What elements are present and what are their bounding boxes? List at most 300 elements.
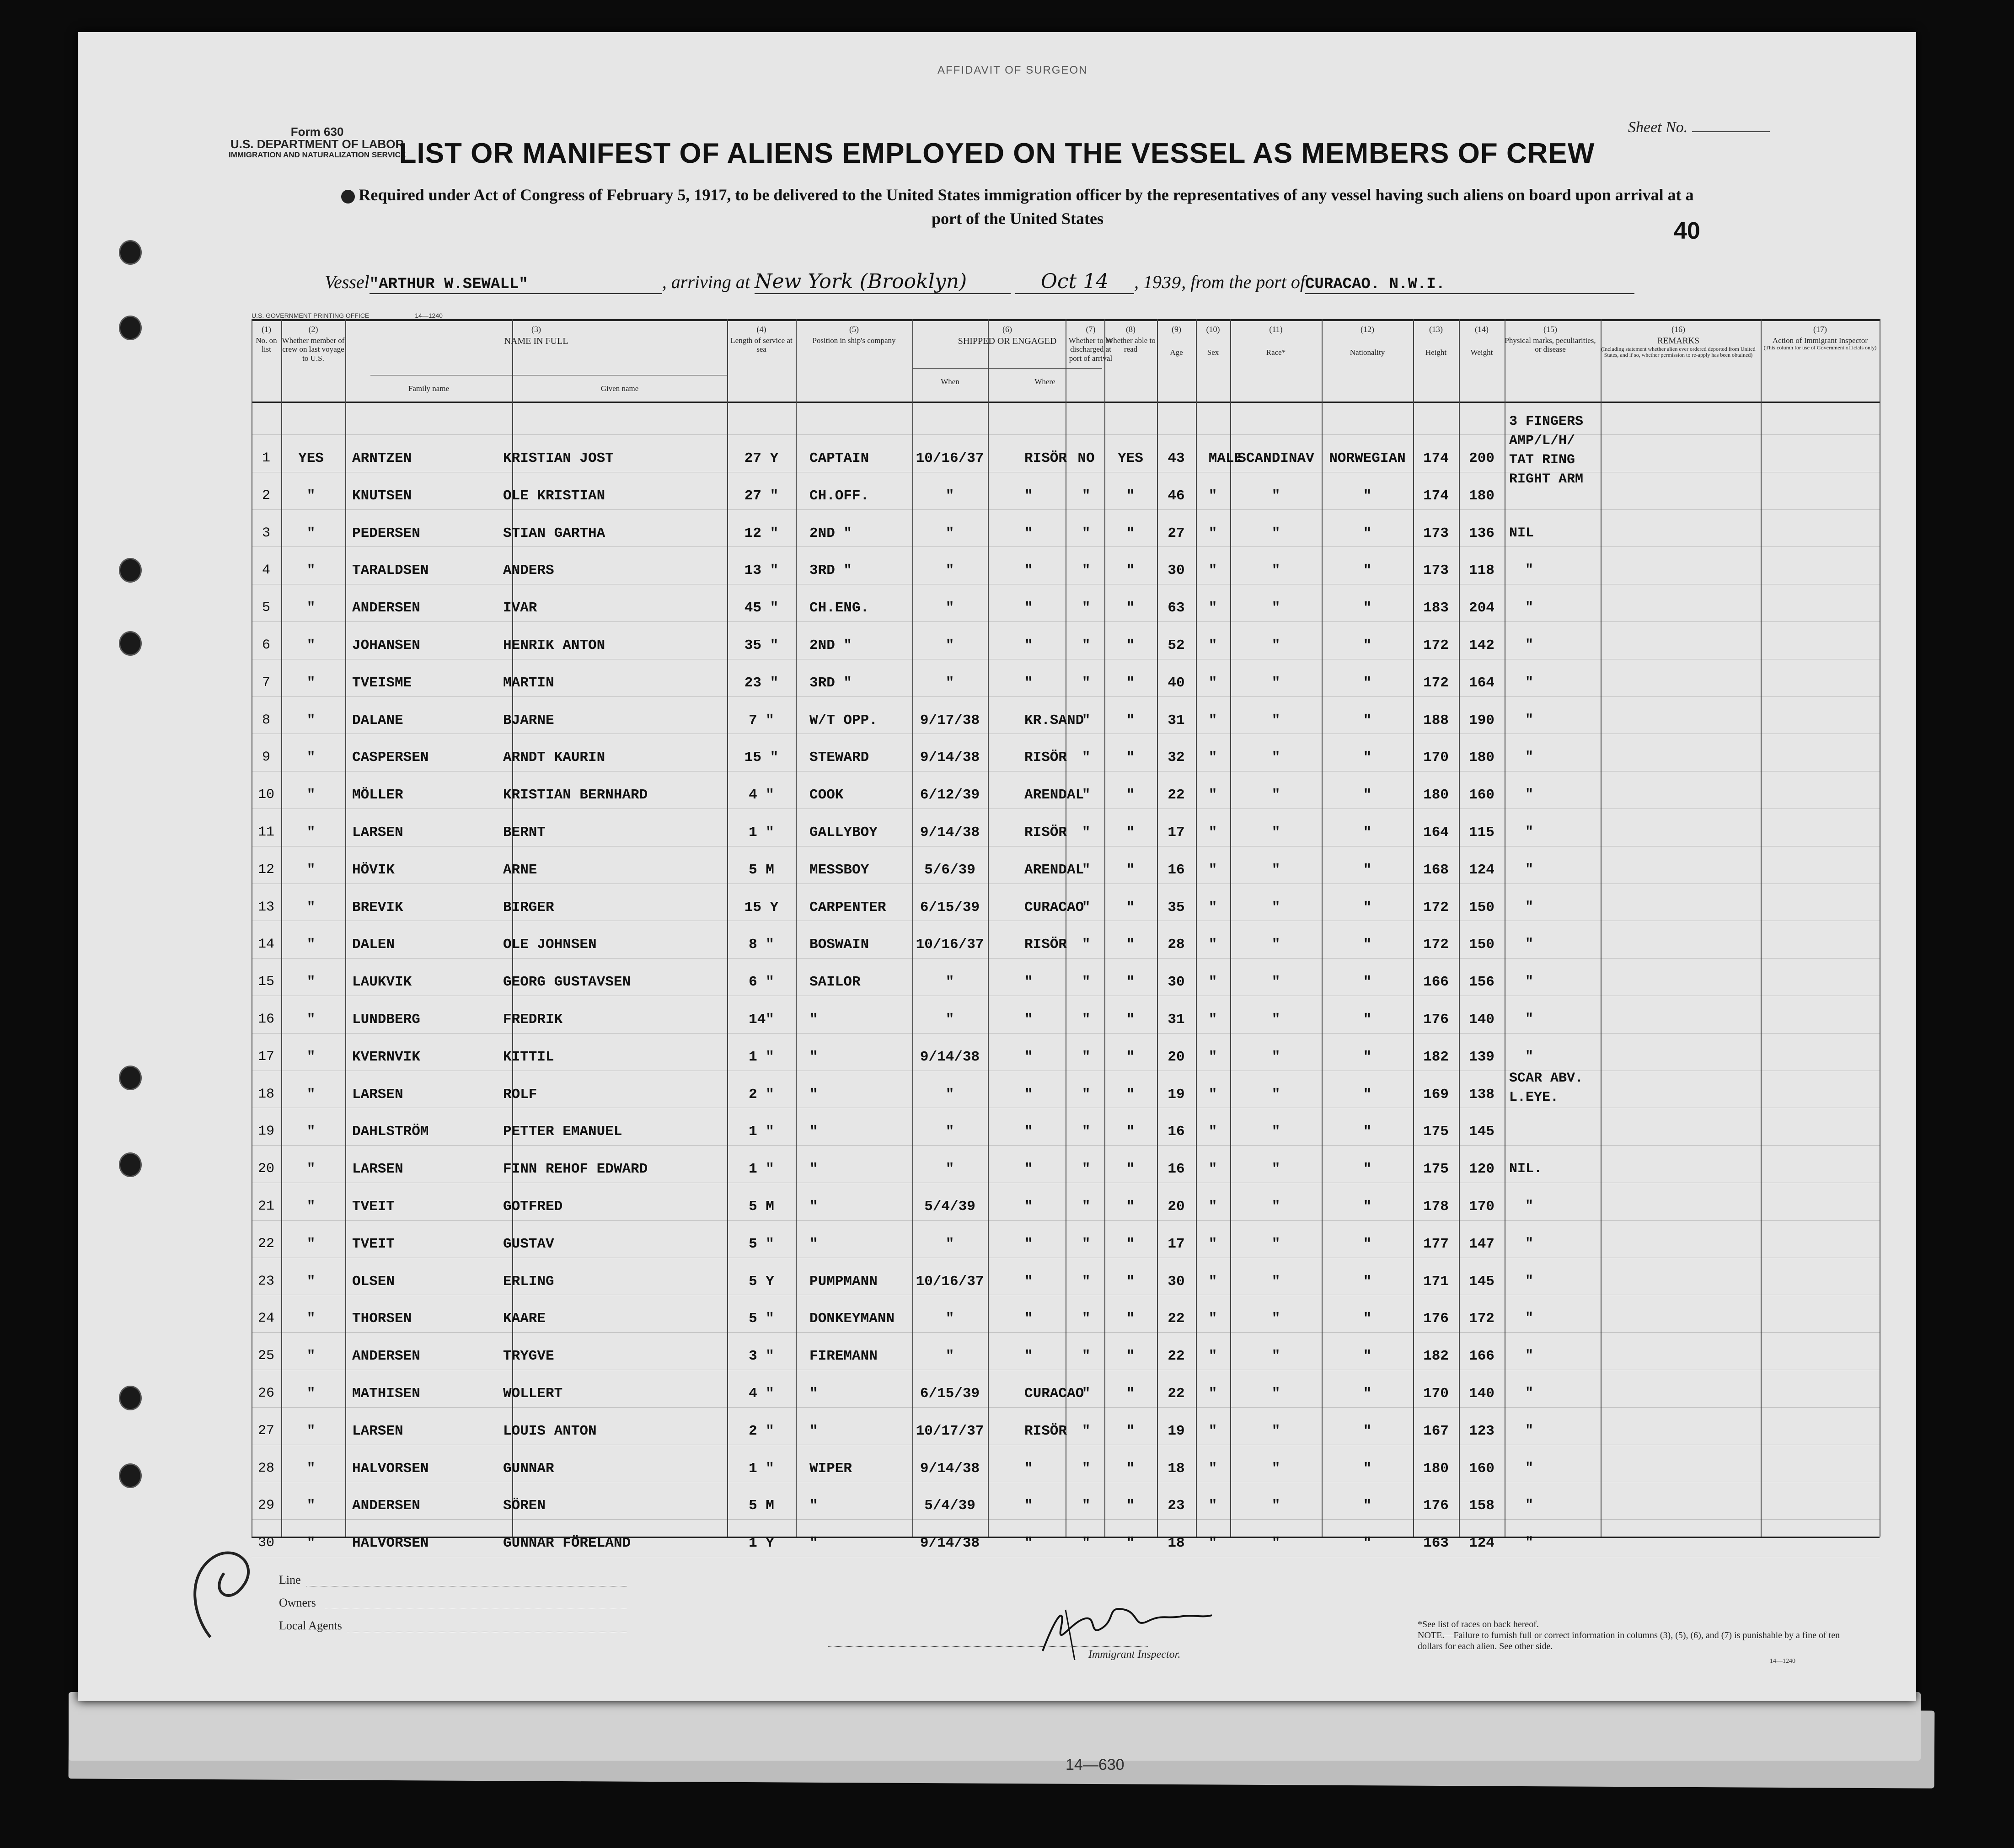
cell-weight: 158	[1469, 1498, 1494, 1514]
cell-race: "	[1271, 1498, 1280, 1514]
cell-position: "	[809, 1049, 818, 1065]
header-age: (9) Age	[1170, 325, 1183, 357]
punch-hole	[119, 1463, 142, 1488]
cell-given: GOTFRED	[503, 1199, 563, 1215]
cell-where: ARENDAL	[1024, 787, 1084, 803]
cell-nationality: NORWEGIAN	[1329, 450, 1406, 466]
cell-weight: 150	[1469, 937, 1494, 953]
cell-physical-marks: RIGHT ARM	[1509, 471, 1584, 487]
cell-physical-marks: "	[1525, 600, 1534, 616]
cell-weight: 142	[1469, 637, 1494, 653]
cell-service: 6 "	[749, 974, 774, 991]
cell-height: 163	[1423, 1535, 1449, 1552]
cell-given: HENRIK ANTON	[503, 637, 605, 653]
row-number: 4	[262, 562, 270, 579]
cell-nationality: "	[1363, 675, 1372, 691]
cell-sex: "	[1208, 487, 1217, 504]
cell-last: "	[306, 487, 316, 504]
cell-weight: 140	[1469, 1012, 1494, 1028]
cell-last: "	[306, 825, 316, 841]
cell-read: "	[1126, 637, 1135, 653]
cell-nationality: "	[1363, 1348, 1372, 1365]
cell-physical-marks: "	[1525, 1348, 1534, 1364]
cell-age: 30	[1168, 1273, 1185, 1290]
cell-last: "	[306, 1535, 316, 1552]
cell-weight: 180	[1469, 487, 1494, 504]
cell-service: 5 M	[749, 862, 774, 878]
cell-last: "	[306, 1199, 316, 1215]
row-number: 28	[257, 1460, 274, 1476]
cell-read: "	[1126, 1535, 1135, 1552]
cell-given: GUSTAV	[503, 1236, 554, 1252]
punch-hole	[119, 558, 142, 583]
row-number: 14	[257, 937, 274, 953]
cell-nationality: "	[1363, 1535, 1372, 1552]
cell-family: PEDERSEN	[352, 525, 420, 541]
cell-height: 172	[1423, 675, 1449, 691]
cell-last: "	[306, 1124, 316, 1140]
cell-position: 2ND "	[809, 525, 852, 541]
cell-weight: 145	[1469, 1124, 1494, 1140]
cell-position: CH.ENG.	[809, 600, 869, 616]
cell-nationality: "	[1363, 1236, 1372, 1252]
cell-given: FREDRIK	[503, 1012, 563, 1028]
cell-physical-marks: AMP/L/H/	[1509, 433, 1575, 449]
cell-discharge: "	[1082, 675, 1091, 691]
cell-discharge: "	[1082, 750, 1091, 766]
owners-label: Owners	[279, 1596, 316, 1609]
footer-code: 14—1240	[1770, 1658, 1795, 1665]
cell-sex: "	[1208, 1012, 1217, 1028]
cell-when: 10/17/37	[916, 1423, 984, 1439]
cell-age: 31	[1168, 1012, 1185, 1028]
cell-weight: 145	[1469, 1273, 1494, 1290]
punch-hole	[119, 1152, 142, 1177]
cell-read: "	[1126, 1460, 1135, 1477]
cell-read: "	[1126, 750, 1135, 766]
cell-discharge: "	[1082, 1460, 1091, 1477]
cell-family: THORSEN	[352, 1311, 412, 1327]
row-number: 18	[257, 1086, 274, 1102]
cell-weight: 123	[1469, 1423, 1494, 1439]
cell-sex: "	[1208, 1423, 1217, 1439]
form-number: Form 630	[290, 125, 344, 139]
cell-given: KAARE	[503, 1311, 546, 1327]
cell-given: ARNE	[503, 862, 537, 878]
cell-when: "	[945, 600, 954, 616]
row-number: 20	[257, 1161, 274, 1177]
race-note: *See list of races on back hereof.	[1418, 1619, 1539, 1629]
cell-given: ROLF	[503, 1086, 537, 1103]
cell-discharge: "	[1082, 712, 1091, 728]
cell-family: DALANE	[352, 712, 403, 728]
cell-discharge: "	[1082, 1199, 1091, 1215]
row-number: 17	[257, 1049, 274, 1065]
cell-age: 35	[1168, 899, 1185, 916]
cell-family: ANDERSEN	[352, 1498, 420, 1514]
cell-height: 169	[1423, 1086, 1449, 1103]
cell-nationality: "	[1363, 1086, 1372, 1103]
cell-weight: 200	[1469, 450, 1494, 466]
cell-service: 5 M	[749, 1498, 774, 1514]
cell-discharge: "	[1082, 1386, 1091, 1402]
row-number: 22	[257, 1236, 274, 1252]
cell-where: "	[1024, 1049, 1033, 1065]
cell-when: "	[945, 1124, 954, 1140]
cell-position: "	[809, 1012, 818, 1028]
cell-service: 14"	[749, 1012, 774, 1028]
cell-race: "	[1271, 787, 1280, 803]
cell-physical-marks: SCAR ABV.	[1509, 1070, 1584, 1086]
cell-height: 182	[1423, 1049, 1449, 1065]
cell-race: "	[1271, 750, 1280, 766]
cell-family: ANDERSEN	[352, 1348, 420, 1365]
cell-when: 9/14/38	[920, 1535, 980, 1552]
cell-when: 9/17/38	[920, 712, 980, 728]
header-length-of-service: (4) Length of service at sea	[730, 325, 793, 354]
cell-last: "	[306, 862, 316, 878]
header-able-to-read: (8) Whether able to read	[1106, 325, 1156, 354]
cell-discharge: "	[1082, 937, 1091, 953]
cell-last: "	[306, 1049, 316, 1065]
cell-weight: 139	[1469, 1049, 1494, 1065]
cell-discharge: "	[1082, 1236, 1091, 1252]
cell-last: "	[306, 750, 316, 766]
cell-weight: 180	[1469, 750, 1494, 766]
cell-sex: "	[1208, 1049, 1217, 1065]
cell-nationality: "	[1363, 974, 1372, 991]
cell-service: 5 "	[749, 1236, 774, 1252]
cell-nationality: "	[1363, 487, 1372, 504]
cell-read: "	[1126, 862, 1135, 878]
cell-service: 1 Y	[749, 1535, 774, 1552]
cell-position: FIREMANN	[809, 1348, 878, 1365]
cell-position: "	[809, 1386, 818, 1402]
cell-sex: "	[1208, 600, 1217, 616]
row-number: 23	[257, 1273, 274, 1289]
sheet-number: 40	[1674, 218, 1700, 244]
cell-last: "	[306, 937, 316, 953]
cell-where: ARENDAL	[1024, 862, 1084, 878]
cell-position: MESSBOY	[809, 862, 869, 878]
cell-age: 19	[1168, 1423, 1185, 1439]
cell-height: 166	[1423, 974, 1449, 991]
cell-position: "	[809, 1498, 818, 1514]
header-shipped-or-engaged: (6) SHIPPED OR ENGAGED	[958, 325, 1057, 346]
cell-last: "	[306, 899, 316, 916]
cell-height: 164	[1423, 825, 1449, 841]
cell-age: 28	[1168, 937, 1185, 953]
cell-height: 172	[1423, 937, 1449, 953]
cell-service: 2 "	[749, 1086, 774, 1103]
cell-family: HÖVIK	[352, 862, 395, 878]
cell-when: 5/6/39	[924, 862, 975, 878]
cell-physical-marks: "	[1525, 1049, 1534, 1065]
cell-sex: "	[1208, 1086, 1217, 1103]
cell-read: "	[1126, 562, 1135, 579]
cell-physical-marks: "	[1525, 1386, 1534, 1401]
cell-race: "	[1271, 974, 1280, 991]
cell-nationality: "	[1363, 1012, 1372, 1028]
cell-where: "	[1024, 1124, 1033, 1140]
cell-discharge: "	[1082, 1311, 1091, 1327]
cell-where: "	[1024, 637, 1033, 653]
cell-sex: "	[1208, 1236, 1217, 1252]
cell-weight: 172	[1469, 1311, 1494, 1327]
printer-line: U.S. GOVERNMENT PRINTING OFFICE 14—1240	[252, 312, 443, 319]
cell-nationality: "	[1363, 1124, 1372, 1140]
cell-read: "	[1126, 712, 1135, 728]
cell-nationality: "	[1363, 899, 1372, 916]
cell-sex: "	[1208, 675, 1217, 691]
cell-when: "	[945, 1348, 954, 1365]
cell-given: OLE JOHNSEN	[503, 937, 597, 953]
cell-last: "	[306, 712, 316, 728]
vessel-label: Vessel	[325, 272, 370, 292]
cell-read: "	[1126, 1199, 1135, 1215]
underlying-page-code: 14—630	[1066, 1756, 1125, 1773]
cell-family: TVEISME	[352, 675, 412, 691]
cell-height: 188	[1423, 712, 1449, 728]
cell-where: "	[1024, 1348, 1033, 1365]
cell-physical-marks: "	[1525, 675, 1534, 691]
cell-read: "	[1126, 1012, 1135, 1028]
cell-sex: "	[1208, 825, 1217, 841]
cell-sex: "	[1208, 1498, 1217, 1514]
row-number: 25	[257, 1348, 274, 1364]
cell-nationality: "	[1363, 1423, 1372, 1439]
cell-physical-marks: L.EYE.	[1509, 1089, 1559, 1105]
cell-age: 17	[1168, 1236, 1185, 1252]
cell-sex: "	[1208, 750, 1217, 766]
cell-service: 1 "	[749, 1124, 774, 1140]
cell-service: 27 "	[744, 487, 779, 504]
cell-race: "	[1271, 1423, 1280, 1439]
cell-last: "	[306, 974, 316, 991]
cell-race: "	[1271, 1460, 1280, 1477]
cell-read: "	[1126, 825, 1135, 841]
cell-height: 180	[1423, 1460, 1449, 1477]
cell-sex: "	[1208, 862, 1217, 878]
cell-position: 3RD "	[809, 562, 852, 579]
cell-discharge: "	[1082, 1273, 1091, 1290]
cell-height: 175	[1423, 1161, 1449, 1178]
cell-physical-marks: "	[1525, 1423, 1534, 1439]
cell-height: 172	[1423, 899, 1449, 916]
cell-position: "	[809, 1423, 818, 1439]
cell-nationality: "	[1363, 750, 1372, 766]
cell-physical-marks: 3 FINGERS	[1509, 414, 1584, 429]
cell-service: 1 "	[749, 825, 774, 841]
cell-nationality: "	[1363, 1498, 1372, 1514]
cell-family: TVEIT	[352, 1199, 395, 1215]
cell-age: 18	[1168, 1535, 1185, 1552]
cell-read: "	[1126, 1311, 1135, 1327]
cell-sex: "	[1208, 1460, 1217, 1477]
cell-age: 19	[1168, 1086, 1185, 1103]
cell-nationality: "	[1363, 1386, 1372, 1402]
cell-given: GUNNAR	[503, 1460, 554, 1477]
cell-age: 22	[1168, 1348, 1185, 1365]
cell-discharge: "	[1082, 1161, 1091, 1178]
cell-read: YES	[1118, 450, 1143, 466]
cell-age: 27	[1168, 525, 1185, 541]
cell-service: 3 "	[749, 1348, 774, 1365]
cell-position: "	[809, 1236, 818, 1252]
cell-read: "	[1126, 1049, 1135, 1065]
arrival-year: 39	[1162, 274, 1182, 292]
cell-given: IVAR	[503, 600, 537, 616]
cell-discharge: "	[1082, 1086, 1091, 1103]
cell-where: RISÖR	[1024, 750, 1067, 766]
cell-when: "	[945, 525, 954, 541]
cell-service: 1 "	[749, 1049, 774, 1065]
cell-sex: "	[1208, 1199, 1217, 1215]
cell-height: 173	[1423, 525, 1449, 541]
cell-when: "	[945, 1311, 954, 1327]
cell-when: 5/4/39	[924, 1199, 975, 1215]
cell-where: CURACAO	[1024, 899, 1084, 916]
row-number: 19	[257, 1124, 274, 1140]
cell-height: 171	[1423, 1273, 1449, 1290]
cell-race: "	[1271, 1535, 1280, 1552]
cell-last: "	[306, 1012, 316, 1028]
cell-weight: 124	[1469, 1535, 1494, 1552]
cell-physical-marks: "	[1525, 1460, 1534, 1476]
cell-given: SÖREN	[503, 1498, 546, 1514]
header-last-voyage: (2) Whether member of crew on last voyage to U.S.	[282, 325, 345, 363]
cell-weight: 164	[1469, 675, 1494, 691]
cell-given: ANDERS	[503, 562, 554, 579]
row-number: 15	[257, 974, 274, 990]
cell-age: 52	[1168, 637, 1185, 653]
header-nationality: (12) Nationality	[1350, 325, 1385, 357]
row-number: 9	[262, 750, 270, 766]
cell-sex: "	[1208, 899, 1217, 916]
footer-note	[1418, 1619, 1852, 1652]
cell-family: MÖLLER	[352, 787, 403, 803]
cell-given: STIAN GARTHA	[503, 525, 605, 541]
cell-age: 16	[1168, 862, 1185, 878]
cell-where: CURACAO	[1024, 1386, 1084, 1402]
cell-discharge: "	[1082, 1049, 1091, 1065]
cell-where: "	[1024, 1311, 1033, 1327]
arriving-label: , arriving at	[662, 272, 750, 292]
cell-position: GALLYBOY	[809, 825, 878, 841]
cell-family: OLSEN	[352, 1273, 395, 1290]
cell-when: "	[945, 675, 954, 691]
cell-physical-marks: "	[1525, 862, 1534, 878]
cell-when: 10/16/37	[916, 1273, 984, 1290]
page-subtitle	[252, 183, 1784, 230]
cell-given: GEORG GUSTAVSEN	[503, 974, 631, 991]
cell-last: "	[306, 1311, 316, 1327]
cell-age: 30	[1168, 974, 1185, 991]
cell-read: "	[1126, 675, 1135, 691]
cell-age: 22	[1168, 787, 1185, 803]
row-number: 24	[257, 1311, 274, 1327]
cell-physical-marks: "	[1525, 750, 1534, 766]
cell-discharge: "	[1082, 1423, 1091, 1439]
cell-read: "	[1126, 525, 1135, 541]
punch-hole	[119, 1386, 142, 1410]
cell-discharge: "	[1082, 862, 1091, 878]
cell-discharge: "	[1082, 487, 1091, 504]
cell-read: "	[1126, 1124, 1135, 1140]
cell-given: FINN REHOF EDWARD	[503, 1161, 648, 1178]
cell-sex: "	[1208, 637, 1217, 653]
cell-given: PETTER EMANUEL	[503, 1124, 622, 1140]
cell-service: 5 Y	[749, 1273, 774, 1290]
cell-physical-marks: "	[1525, 712, 1534, 728]
cell-read: "	[1126, 1386, 1135, 1402]
cell-position: WIPER	[809, 1460, 852, 1477]
cell-where: "	[1024, 1498, 1033, 1514]
cell-position: COOK	[809, 787, 844, 803]
cell-age: 18	[1168, 1460, 1185, 1477]
cell-physical-marks: "	[1525, 899, 1534, 915]
cell-last: "	[306, 675, 316, 691]
cell-last: "	[306, 1348, 316, 1365]
cell-position: W/T OPP.	[809, 712, 878, 728]
cell-race: "	[1271, 1086, 1280, 1103]
cell-height: 183	[1423, 600, 1449, 616]
cell-nationality: "	[1363, 525, 1372, 541]
cell-physical-marks: "	[1525, 974, 1534, 990]
sheet-no-label: Sheet No.	[1628, 119, 1770, 136]
cell-family: HALVORSEN	[352, 1535, 429, 1552]
cell-last: "	[306, 1498, 316, 1514]
cell-where: RISÖR	[1024, 1423, 1067, 1439]
cell-given: BIRGER	[503, 899, 554, 916]
cell-weight: 156	[1469, 974, 1494, 991]
cell-position: BOSWAIN	[809, 937, 869, 953]
header-where: Where	[1034, 377, 1055, 386]
cell-family: TVEIT	[352, 1236, 395, 1252]
cell-service: 15 "	[744, 750, 779, 766]
fine-note: NOTE.—Failure to furnish full or correct information in columns (3), (5), (6), and (7) is punishable by a fine of ten dollars for each alien. See other side.	[1418, 1630, 1840, 1651]
cell-race: "	[1271, 1311, 1280, 1327]
cell-age: 20	[1168, 1049, 1185, 1065]
cell-sex: "	[1208, 1386, 1217, 1402]
cell-discharge: "	[1082, 562, 1091, 579]
cell-position: STEWARD	[809, 750, 869, 766]
cell-position: PUMPMANN	[809, 1273, 878, 1290]
cell-sex: "	[1208, 787, 1217, 803]
cell-height: 180	[1423, 787, 1449, 803]
cell-discharge: "	[1082, 1498, 1091, 1514]
cell-family: HALVORSEN	[352, 1460, 429, 1477]
cell-discharge: "	[1082, 1348, 1091, 1365]
cell-race: "	[1271, 899, 1280, 916]
cell-when: "	[945, 637, 954, 653]
cell-position: CARPENTER	[809, 899, 886, 916]
row-number: 26	[257, 1386, 274, 1401]
cell-where: "	[1024, 1460, 1033, 1477]
cell-last: "	[306, 1161, 316, 1178]
underlying-page	[69, 1692, 1921, 1761]
cell-where: "	[1024, 974, 1033, 991]
cell-when: 6/12/39	[920, 787, 980, 803]
cell-service: 15 Y	[744, 899, 779, 916]
cell-weight: 115	[1469, 825, 1494, 841]
cell-service: 12 "	[744, 525, 779, 541]
cell-race: "	[1271, 1273, 1280, 1290]
cell-given: KRISTIAN BERNHARD	[503, 787, 648, 803]
cell-weight: 120	[1469, 1161, 1494, 1178]
cell-last: "	[306, 637, 316, 653]
cell-weight: 150	[1469, 899, 1494, 916]
